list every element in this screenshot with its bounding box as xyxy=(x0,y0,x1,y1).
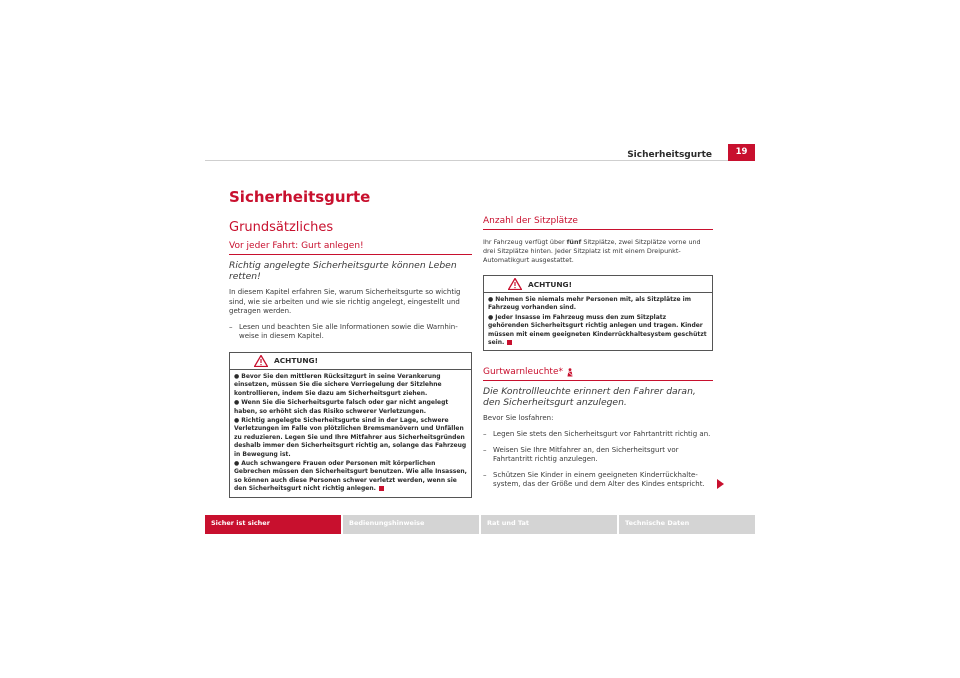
warning-item-text: Wenn Sie die Sicherheitsgurte falsch oder gar nicht angelegt haben, so erhöht sich das Risiko schwerer Verletzungen. xyxy=(234,399,449,415)
bullet-icon: ● xyxy=(234,399,240,407)
section-end-icon xyxy=(507,340,512,345)
page-title: Sicherheitsgurte xyxy=(229,188,371,206)
dash-marker: – xyxy=(483,430,487,439)
list-item xyxy=(229,323,472,342)
dash-marker: – xyxy=(229,322,233,331)
warning-box xyxy=(483,275,713,351)
dash-marker: – xyxy=(483,470,487,479)
intro-text: Die Kontrollleuchte erinnert den Fahrer daran, den Sicherheitsgurt anzulegen. xyxy=(483,386,696,409)
body-text-bold: fünf xyxy=(566,238,582,246)
section-heading: Vor jeder Fahrt: Gurt anlegen! xyxy=(229,241,364,251)
bullet-icon: ● xyxy=(234,372,240,380)
warning-body xyxy=(230,370,471,497)
footer-tab-bedienungshinweise[interactable]: Bedienungshinweise xyxy=(343,515,479,534)
body-text-pre: Ihr Fahrzeug verfügt über xyxy=(483,238,567,246)
warning-label: ACHTUNG! xyxy=(274,356,318,366)
footer-tab-sicher-ist-sicher[interactable]: Sicher ist sicher xyxy=(205,515,341,534)
warning-item xyxy=(234,460,467,494)
list-item-text: Schützen Sie Kinder in einem geeigneten Kinderrückhaltesystem, das der Größe und dem Alter des Kindes entspricht. xyxy=(493,470,705,489)
warning-item-text: Nehmen Sie niemals mehr Personen mit, als Sitzplätze im Fahrzeug vorhanden sind. xyxy=(488,296,691,312)
warning-item-text: Bevor Sie den mittleren Rücksitzgurt in seine Verankerung einsetzen, müssen Sie die sichere Verriegelung der Sitzlehne kontrollieren, indem Sie dazu am Sicherheitsgurt ziehen. xyxy=(234,372,442,397)
list-item-text: Lesen und beachten Sie alle Informationen sowie die Warnhinweise in diesem Kapitel. xyxy=(239,322,458,341)
bullet-icon: ● xyxy=(488,296,494,303)
warning-header xyxy=(484,276,712,293)
bullet-icon: ● xyxy=(234,417,240,424)
warning-body xyxy=(484,293,712,350)
header-rule xyxy=(205,160,755,161)
bullet-icon: ● xyxy=(488,313,494,321)
body-text-post: Sitzplätze, zwei Sitzplätze vorne und drei Sitzplätze hinten. Jeder Sitzplatz ist mit einem Dreipunkt-Automatikgurt ausgestattet. xyxy=(483,238,701,264)
intro-text: Richtig angelegte Sicherheitsgurte können Leben retten! xyxy=(229,260,457,282)
section-end-icon xyxy=(379,486,384,491)
list-item xyxy=(483,446,713,465)
section-heading: Anzahl der Sitzplätze xyxy=(483,216,578,226)
dash-marker: – xyxy=(483,445,487,454)
list-item xyxy=(483,471,713,490)
warning-item-text: Auch schwangere Frauen oder Personen mit körperlichen Gebrechen müssen den Sicherheitsgurt benutzen. Wie alle Insassen, so können auch diese Personen schwer verletzt werden, wenn sie den Sicherheitsgurt nicht richtig anlegen. xyxy=(234,460,467,493)
heading-block xyxy=(483,367,713,381)
warning-item-text: Richtig angelegte Sicherheitsgurte sind in der Lage, schwere Verletzungen im Falle von plötzlichen Bremsmanövern und Unfällen zu reduzieren. Legen Sie und Ihre Mitfahrer aus Sicherheitsgründen deshalb immer den Sicherheitsgurt richtig an, solange das Fahrzeug in Bewegung ist. xyxy=(234,417,467,458)
warning-box xyxy=(229,352,472,498)
page-number-badge: 19 xyxy=(728,144,755,161)
warning-item xyxy=(234,399,467,416)
section-heading: Gurtwarnleuchte* xyxy=(483,367,563,378)
warning-item xyxy=(488,314,708,348)
warning-triangle-icon xyxy=(254,355,268,367)
body-text: Bevor Sie losfahren: xyxy=(483,414,554,423)
heading-block xyxy=(229,241,472,255)
left-column xyxy=(229,241,472,498)
warning-header xyxy=(230,353,471,370)
body-text: In diesem Kapitel erfahren Sie, warum Sicherheitsgurte so wichtig sind, wie sie arbeiten und wie sie richtig angelegt, eingestellt und getragen werden. xyxy=(229,288,461,316)
footer-tab-technische-daten[interactable]: Technische Daten xyxy=(619,515,755,534)
heading-block xyxy=(483,216,713,230)
body-text xyxy=(483,238,713,265)
seatbelt-warning-icon xyxy=(566,368,574,377)
footer-tab-rat-und-tat[interactable]: Rat und Tat xyxy=(481,515,617,534)
list-item xyxy=(483,430,713,440)
warning-item xyxy=(234,373,467,398)
warning-triangle-icon xyxy=(508,278,522,290)
list-item-text: Legen Sie stets den Sicherheitsgurt vor Fahrtantritt richtig an. xyxy=(493,430,711,439)
footer-nav xyxy=(205,515,755,534)
warning-label: ACHTUNG! xyxy=(528,279,572,289)
running-section-title: Sicherheitsgurte xyxy=(627,150,712,160)
warning-item-text: Jeder Insasse im Fahrzeug muss den zum Sitzplatz gehörenden Sicherheitsgurt richtig anlegen und tragen. Kinder müssen mit einem geeigneten Kinderrückhaltesystem geschützt sein. xyxy=(488,313,707,347)
bullet-icon: ● xyxy=(234,460,240,468)
warning-item xyxy=(234,417,467,459)
list-item-text: Weisen Sie Ihre Mitfahrer an, den Sicherheitsgurt vor Fahrtantritt richtig anzulegen. xyxy=(493,445,679,464)
subsection-title: Grundsätzliches xyxy=(229,220,334,235)
next-page-arrow-icon[interactable] xyxy=(717,479,724,489)
warning-item xyxy=(488,296,708,313)
right-column xyxy=(483,216,713,490)
